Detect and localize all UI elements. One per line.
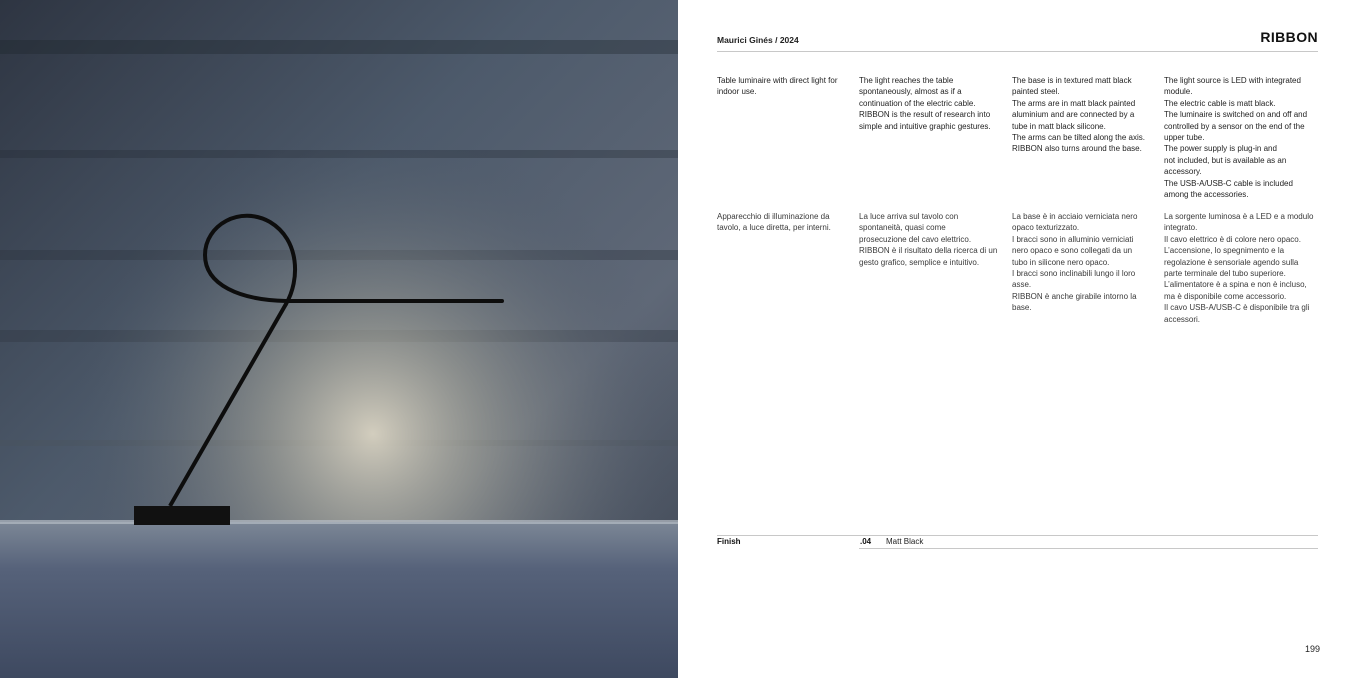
finish-code: .04 bbox=[860, 537, 872, 546]
it-description: Apparecchio di illuminazione da tavolo, a luce diretta, per interni. bbox=[717, 212, 831, 233]
en-technical: The light source is LED with integrated module. The electric cable is matt black. The luminaire is switched on and off and controlled by a sensor on the end of the upper tube. The power supply is plug-in and not included, but is available as an accessory. The USB-A/USB-C cable is included among the accessories. bbox=[1164, 76, 1308, 200]
it-materials: La base è in acciaio verniciata nero opaco texturizzato. I bracci sono in alluminio verniciati nero opaco e sono collegati da un tubo in silicone nero opaco. I bracci sono inclinabili lungo il loro asse. RIBBON è anche girabile intorno la base. bbox=[1012, 212, 1138, 313]
it-concept: La luce arriva sul tavolo con spontaneità, quasi come prosecuzione del cavo elettrico. RIBBON è il risultato della ricerca di un gesto grafico, semplice e intuitivo. bbox=[859, 212, 998, 267]
page-number: 199 bbox=[1304, 644, 1320, 654]
it-technical: La sorgente luminosa è a LED e a modulo integrato. Il cavo elettrico è di colore nero opaco. L’accensione, lo spegnimento e la regolazione è sensoriale agendo sulla parte terminale del tubo superiore. L’alimentatore è a spina e non è incluso, ma è disponibile come accessorio. Il cavo USB-A/USB-C è disponibile tra gli accessori. bbox=[1164, 212, 1314, 324]
finish-label: Finish bbox=[717, 537, 741, 546]
en-description: Table luminaire with direct light for indoor use. bbox=[717, 76, 838, 97]
finish-top-rule bbox=[717, 535, 1318, 536]
author-year: Maurici Ginés / 2024 bbox=[717, 35, 799, 45]
finish-bottom-rule bbox=[859, 548, 1318, 549]
finish-name: Matt Black bbox=[886, 537, 924, 546]
spec-page bbox=[678, 0, 1356, 678]
en-materials: The base is in textured matt black painted steel. The arms are in matt black painted aluminium and are connected by a tube in matt black silicone. The arms can be tilted along the axis. RIBBON also turns around the base. bbox=[1012, 76, 1145, 154]
product-title: RIBBON bbox=[1260, 29, 1318, 45]
en-concept: The light reaches the table spontaneously, almost as if a continuation of the electric cable. RIBBON is the result of research into simple and intuitive graphic gestures. bbox=[859, 76, 991, 131]
header-rule bbox=[717, 51, 1318, 52]
